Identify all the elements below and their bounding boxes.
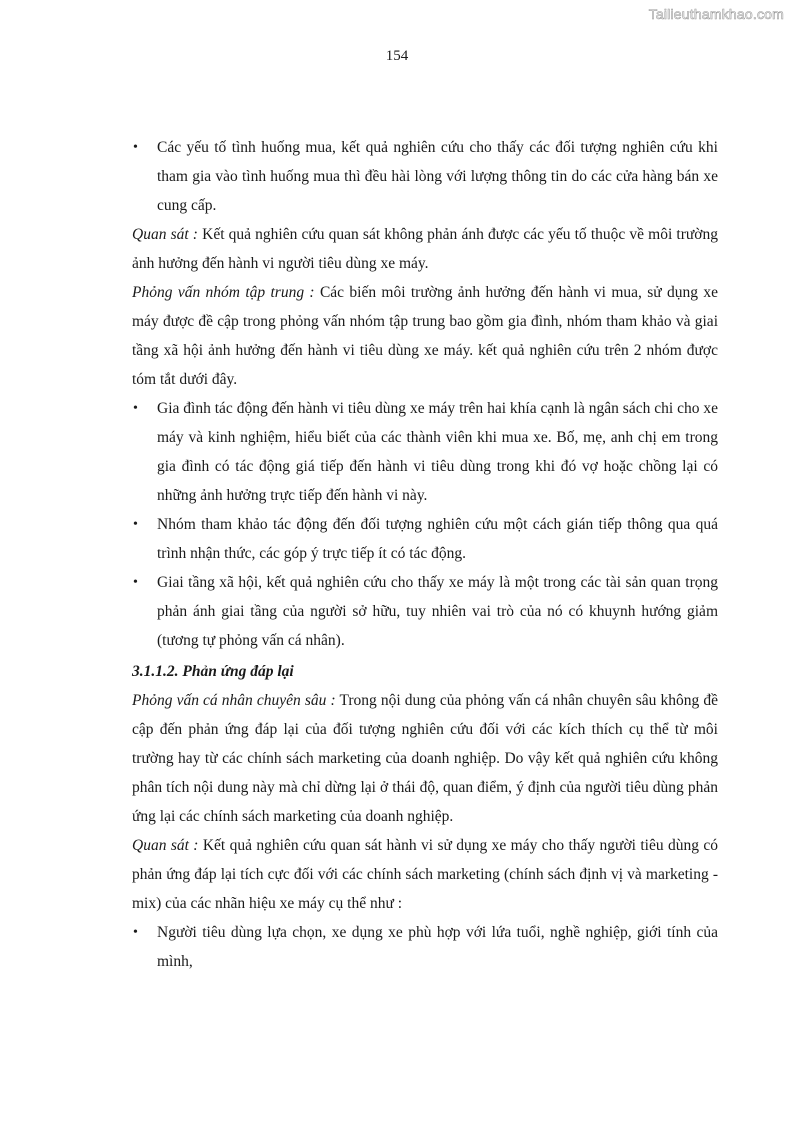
bullet-icon: •	[133, 925, 138, 940]
paragraph-text: Trong nội dung của phỏng vấn cá nhân chuyên sâu không đề cập đến phản ứng đáp lại của đối tượng nghiên cứu đối với các kích thích cụ thể từ môi trường hay từ các chính sách marketing của doanh nghiệp. Do vậy kết quả nghiên cứu không phân tích nội dung này mà chỉ dừng lại ở thái độ, quan điểm, ý định của người tiêu dùng phản ứng lại các chính sách marketing của doanh nghiệp.	[132, 692, 718, 825]
paragraph-observation-result	[132, 831, 718, 918]
bullet-icon: •	[133, 575, 138, 590]
bullet-text: Người tiêu dùng lựa chọn, xe dụng xe phù hợp với lứa tuổi, nghề nghiệp, giới tính của mình,	[157, 924, 718, 970]
paragraph-lead: Phỏng vấn cá nhân chuyên sâu :	[132, 692, 336, 709]
bullet-text: Nhóm tham khảo tác động đến đối tượng nghiên cứu một cách gián tiếp thông qua quá trình nhận thức, các góp ý trực tiếp ít có tác động.	[157, 516, 718, 562]
paragraph-lead: Quan sát :	[132, 226, 198, 243]
bullet-item	[132, 510, 718, 568]
bullet-text: Các yếu tố tình huống mua, kết quả nghiên cứu cho thấy các đối tượng nghiên cứu khi tham gia vào tình huống mua thì đều hài lòng với lượng thông tin do các cửa hàng bán xe cung cấp.	[157, 139, 718, 214]
page-number: 154	[385, 48, 409, 64]
bullet-item	[132, 133, 718, 220]
paragraph-focus-group	[132, 278, 718, 394]
paragraph-observation	[132, 220, 718, 278]
bullet-text: Gia đình tác động đến hành vi tiêu dùng xe máy trên hai khía cạnh là ngân sách chi cho xe máy và kinh nghiệm, hiểu biết của các thành viên khi mua xe. Bố, mẹ, anh chị em trong gia đình có tác động giá tiếp đến hành vi tiêu dùng trong khi đó vợ hoặc chồng lại có những ảnh hưởng trực tiếp đến hành vi này.	[157, 400, 718, 504]
bullet-item	[132, 918, 718, 976]
section-heading: 3.1.1.2. Phản ứng đáp lại	[132, 663, 294, 680]
bullet-text: Giai tầng xã hội, kết quả nghiên cứu cho thấy xe máy là một trong các tài sản quan trọng phản ánh giai tầng của người sở hữu, tuy nhiên vai trò của nó có khuynh hướng giảm (tương tự phỏng vấn cá nhân).	[157, 574, 718, 649]
paragraph-in-depth-interview	[132, 686, 718, 831]
watermark-text: Tailieuthamkhao.com	[648, 6, 784, 22]
bullet-icon: •	[133, 517, 138, 532]
bullet-item	[132, 568, 718, 655]
paragraph-text: Kết quả nghiên cứu quan sát hành vi sử dụng xe máy cho thấy người tiêu dùng có phản ứng đáp lại tích cực đối với các chính sách marketing (chính sách định vị và marketing - mix) của các nhãn hiệu xe máy cụ thể như :	[132, 837, 718, 912]
bullet-icon: •	[133, 140, 138, 155]
page-body	[132, 133, 718, 976]
paragraph-lead: Quan sát :	[132, 837, 199, 854]
paragraph-text: Các biến môi trường ảnh hưởng đến hành vi mua, sử dụng xe máy được đề cập trong phỏng vấn nhóm tập trung bao gồm gia đình, nhóm tham khảo và giai tầng xã hội ảnh hưởng đến hành vi tiêu dùng xe máy. kết quả nghiên cứu trên 2 nhóm được tóm tắt dưới đây.	[132, 284, 718, 388]
paragraph-lead: Phỏng vấn nhóm tập trung :	[132, 284, 315, 301]
bullet-icon: •	[133, 401, 138, 416]
paragraph-text: Kết quả nghiên cứu quan sát không phản ánh được các yếu tố thuộc về môi trường ảnh hưởng đến hành vi người tiêu dùng xe máy.	[132, 226, 718, 272]
bullet-item	[132, 394, 718, 510]
